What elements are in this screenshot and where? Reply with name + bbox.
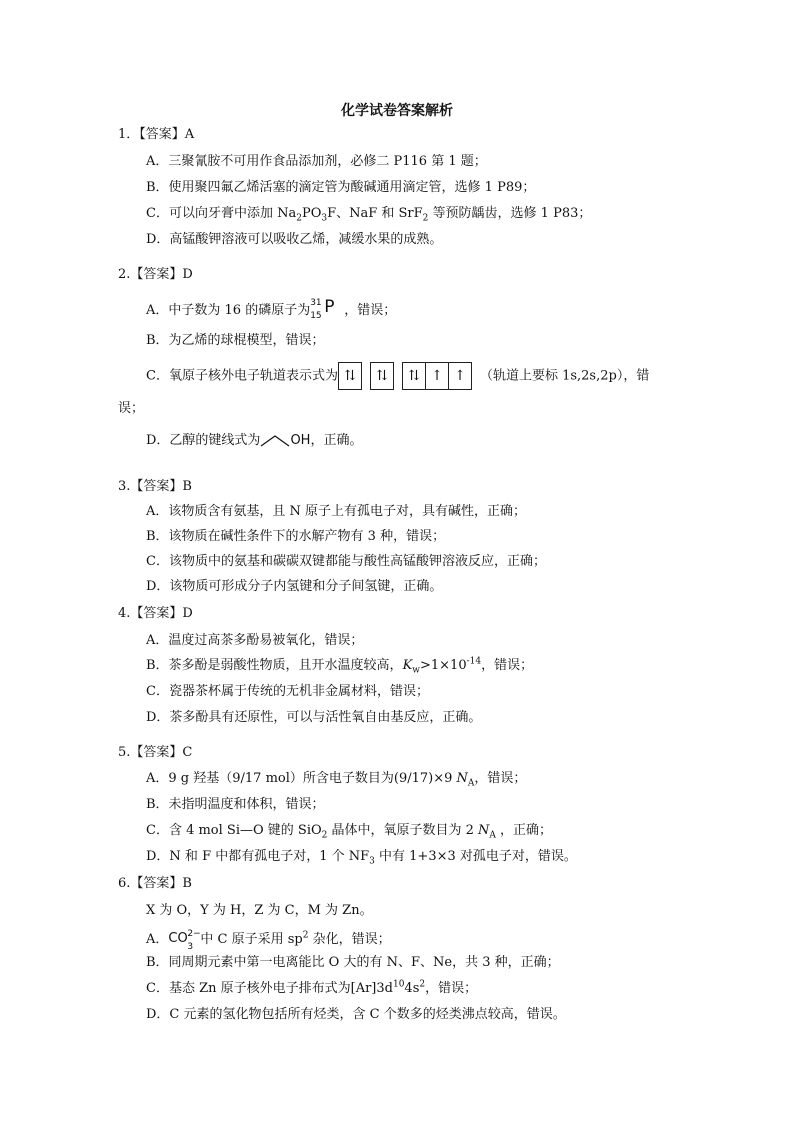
carbonate-ion: CO 2− 3 [168, 929, 201, 952]
q3-option-b: B．该物质在碱性条件下的水解产物有 3 种，错误； [146, 529, 446, 544]
q2-option-c: C．氧原子核外电子轨道表示式为 ⇅ ⇅ ⇅ ↑ ↑ （轨道上要标 1s,2s,2p），错 [146, 362, 649, 391]
q4-option-a: A．温度过高茶多酚易被氧化，错误； [146, 633, 364, 648]
q4-header: 4.【答案】D [118, 606, 193, 621]
q6-intro: X 为 O，Y 为 H，Z 为 C，M 为 Zn。 [146, 903, 373, 918]
q5-option-c: C．含 4 mol Si—O 键的 SiO$_2$ 晶体中，氧原子数目为 2 $N_A$ ，正确； [146, 823, 553, 841]
q1-option-a: A．三聚氰胺不可用作食品添加剂，必修二 P116 第 1 题； [146, 154, 487, 169]
q6-option-b: B．同周期元素中第一电离能比 O 大的有 N、F、Ne，共 3 种，正确； [146, 955, 560, 970]
q5-option-a: A．9 g 羟基（9/17 mol）所含电子数目为(9/17)×9 $N_A$，错误； [146, 771, 527, 789]
q4-option-c: C．瓷器茶杯属于传统的无机非金属材料，错误； [146, 684, 429, 699]
q3-header: 3.【答案】B [118, 479, 192, 494]
q3-option-d: D．该物质可形成分子内氢键和分子间氢键，正确。 [146, 579, 443, 594]
phosphorus-nuclide: 31 15 P [310, 297, 335, 321]
ethanol-skeletal-icon [260, 434, 290, 448]
orbital-box-2s: ⇅ [376, 368, 388, 384]
q6-option-a: A． CO 2− 3 中 C 原子采用 $sp^2$ 杂化，错误； [146, 929, 391, 952]
q2-option-c-wrap: 误； [118, 401, 145, 416]
page-title: 化学试卷答案解析 [341, 103, 453, 119]
q1-option-d: D．高锰酸钾溶液可以吸收乙烯，减缓水果的成熟。 [146, 232, 443, 247]
orbital-box-2p-3: ↑ [454, 368, 466, 384]
q1-header: 1．【答案】A [118, 127, 195, 142]
q3-option-a: A．该物质含有氨基，且 N 原子上有孤电子对，具有碱性，正确； [146, 504, 527, 519]
orbital-1s [338, 362, 362, 390]
orbital-2s [370, 362, 394, 390]
q4-option-b: B．茶多酚是弱酸性物质，且开水温度较高，$K_w>1\times 10^{-14}$，错误； [146, 656, 534, 676]
q6-option-d: D．C 元素的氢化物包括所有烃类，含 C 个数多的烃类沸点较高，错误。 [146, 1007, 566, 1022]
orbital-box-1s: ⇅ [344, 368, 356, 384]
q5-option-d: D．N 和 F 中都有孤电子对，1 个 $NF_3$ 中有 1+3×3 对孤电子对，错误。 [146, 849, 577, 867]
q6-header: 6.【答案】B [118, 876, 192, 891]
q2-option-a: A．中子数为 16 的磷原子为 31 15 P ，错误； [146, 297, 397, 321]
q2-option-b: B．为乙烯的球棍模型，错误； [146, 333, 325, 348]
q1-option-b: B．使用聚四氟乙烯活塞的滴定管为酸碱通用滴定管，选修 1 P89； [146, 180, 536, 195]
q5-header: 5.【答案】C [118, 745, 193, 760]
q4-option-d: D．茶多酚具有还原性，可以与活性氧自由基反应，正确。 [146, 710, 482, 725]
q5-option-b: B．未指明温度和体积，错误； [146, 797, 325, 812]
orbital-box-2p-1: ⇅ [403, 363, 426, 389]
q1-option-c: C．可以向牙膏中添加 $Na_2PO_3F$、NaF 和 SrF$_2$ 等预防龋齿，选修 1 P83； [146, 206, 592, 224]
q6-option-c: C．基态 Zn 原子核外电子排布式为$[Ar]3d^{10}4s^2$，错误； [146, 979, 478, 996]
q2-header: 2.【答案】D [118, 267, 193, 282]
orbital-2p [402, 362, 472, 390]
q2-option-d: D．乙醇的键线式为 OH，正确。 [146, 433, 363, 448]
orbital-box-2p-2: ↑ [426, 363, 449, 389]
q3-option-c: C．该物质中的氨基和碳碳双键都能与酸性高锰酸钾溶液反应，正确； [146, 554, 546, 569]
